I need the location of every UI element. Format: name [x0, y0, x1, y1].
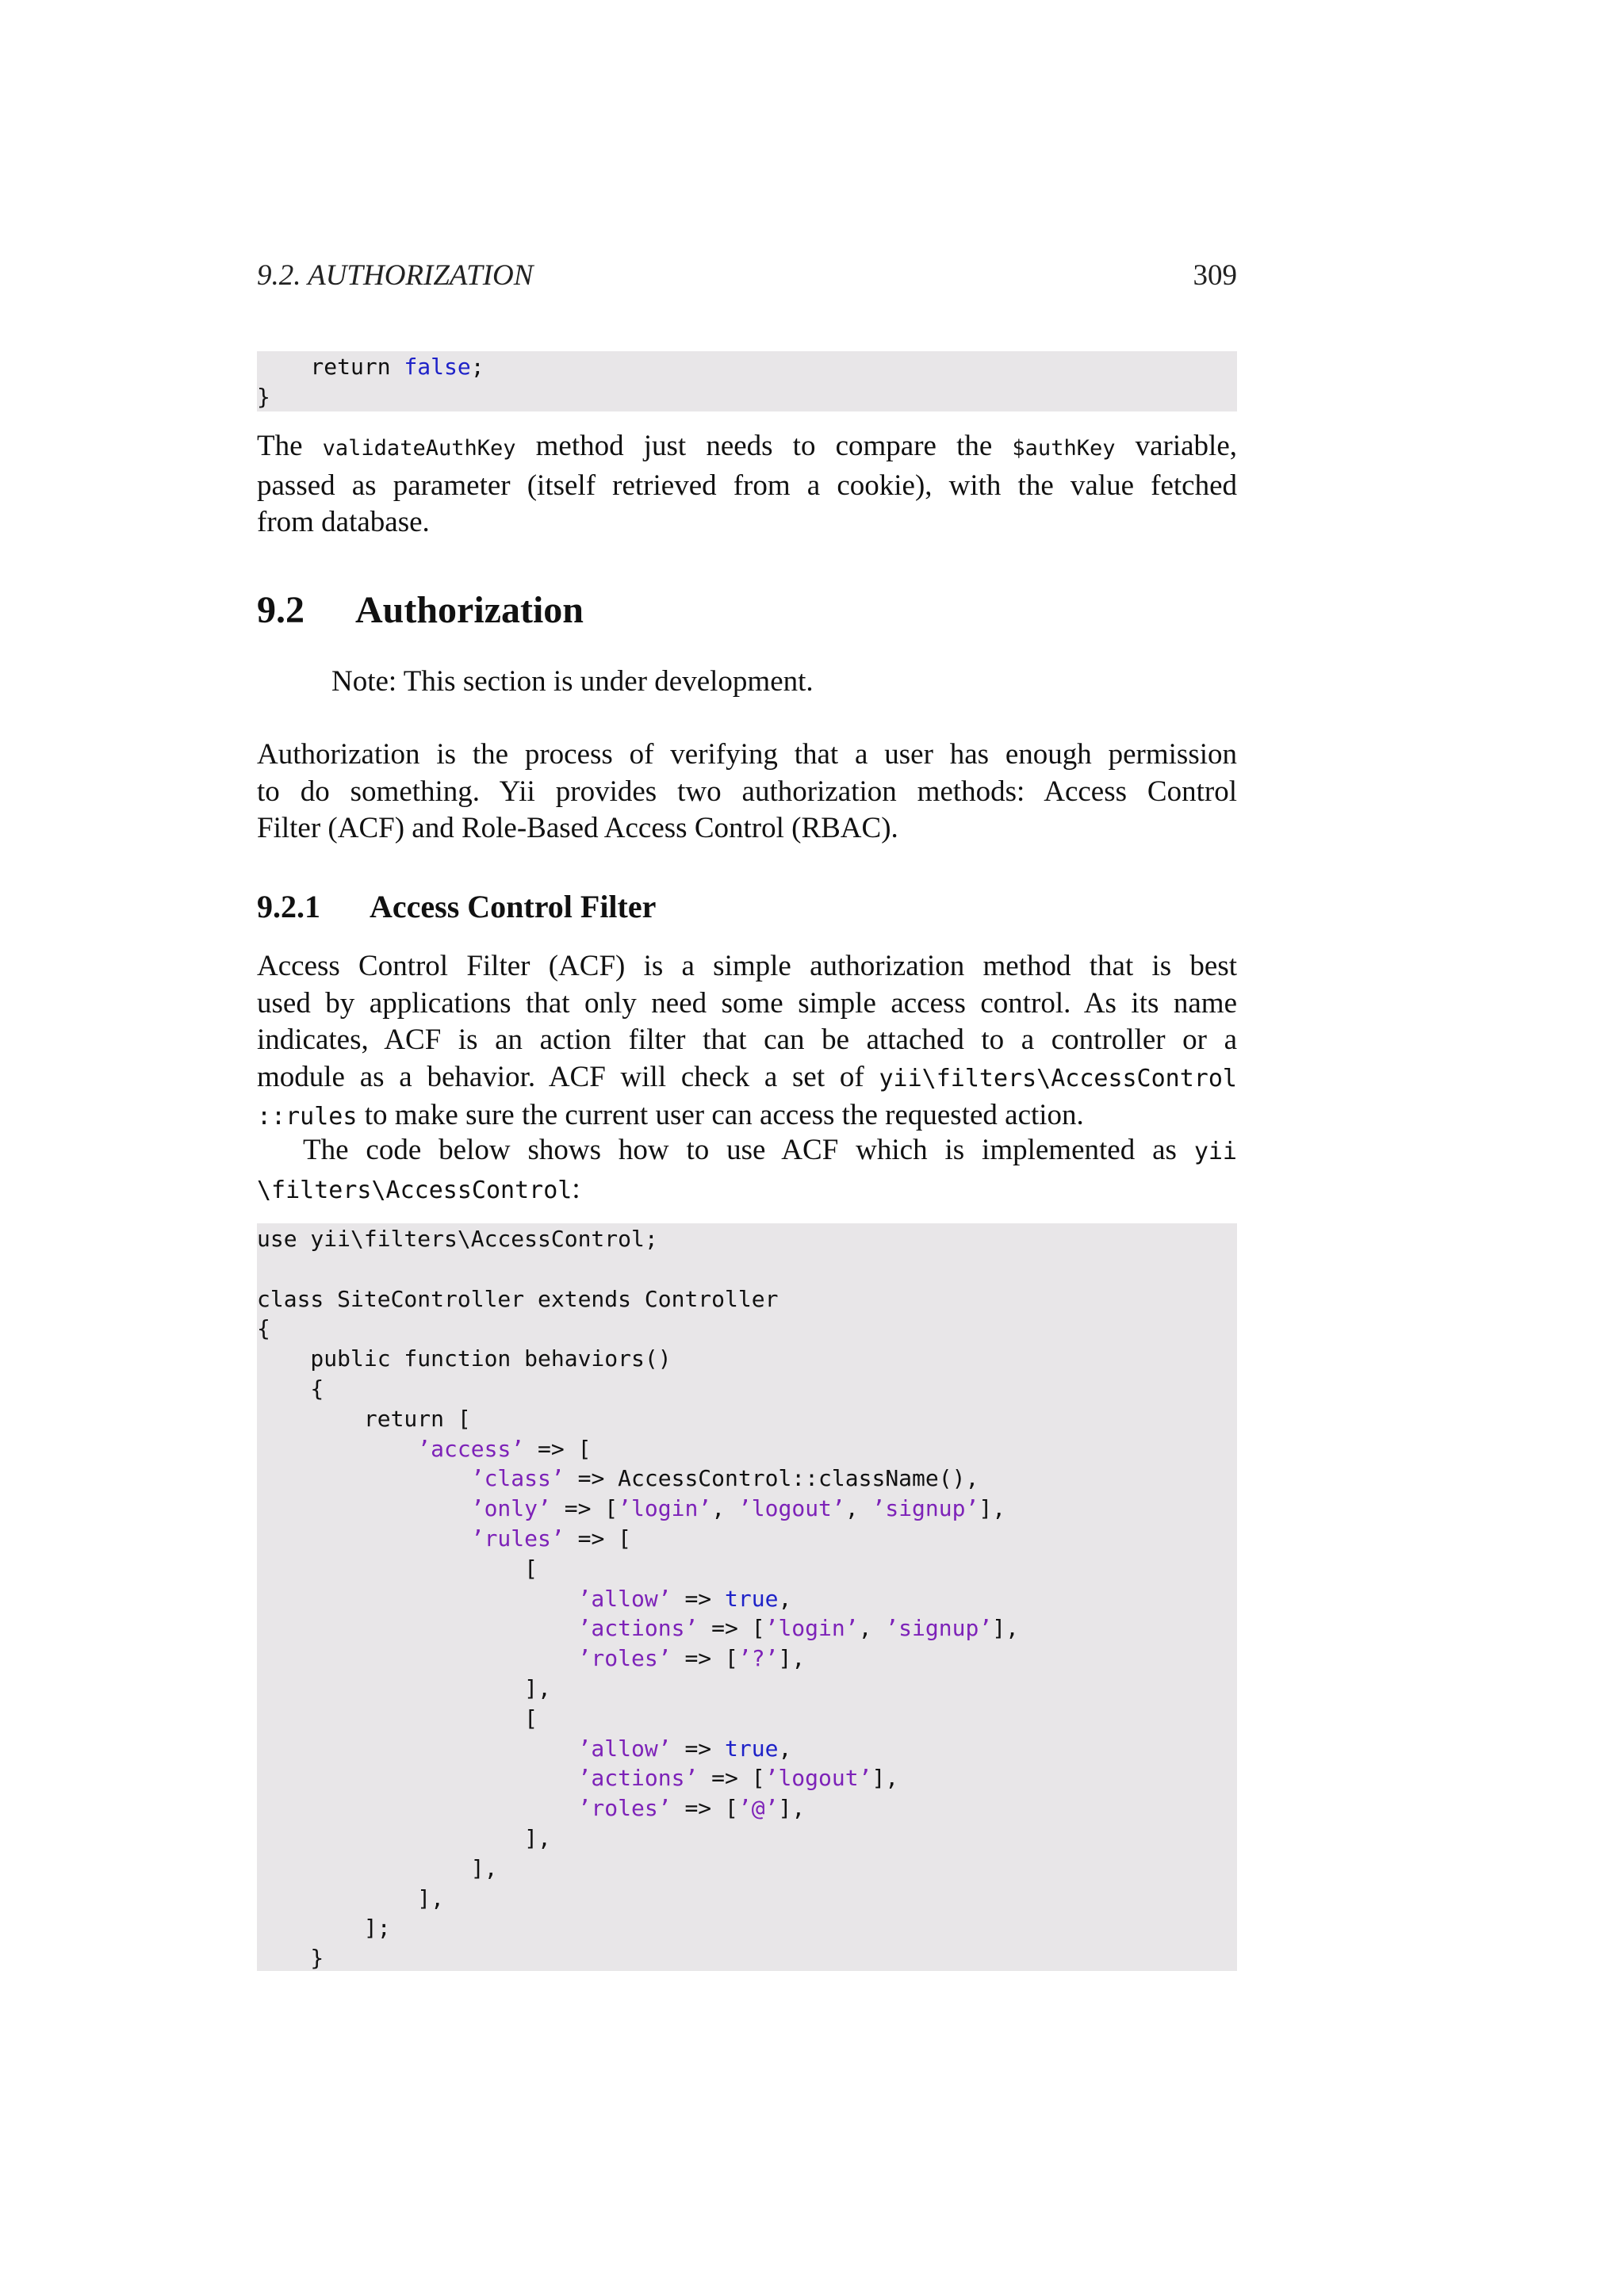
paragraph-authorization-intro — [257, 737, 1237, 848]
subsection-heading — [257, 888, 656, 925]
code-line — [257, 1704, 1237, 1734]
code-line — [257, 1913, 1237, 1943]
text-line — [257, 1132, 1237, 1171]
code-string: ’login’ — [764, 1615, 859, 1642]
text-run: : — [572, 1172, 580, 1205]
text-line — [257, 948, 1237, 985]
code-line — [257, 1554, 1237, 1584]
text-run: from database. — [257, 506, 430, 538]
text-run: ], — [871, 1765, 899, 1792]
text-run: ], — [257, 1674, 551, 1701]
code-string: ’signup’ — [885, 1615, 993, 1642]
text-run: Filter (ACF) and Role-Based Access Control (RBAC). — [257, 812, 898, 844]
text-line — [257, 504, 1237, 541]
text-line — [257, 1059, 1237, 1098]
code-line — [257, 1793, 1237, 1823]
text-run: => — [671, 1735, 726, 1762]
text-run: [ — [257, 1555, 538, 1582]
code-line — [257, 1584, 1237, 1614]
text-line — [257, 737, 1237, 774]
code-string: ’@’ — [737, 1795, 779, 1822]
text-run: to make sure the current user can access the requested action. — [357, 1099, 1084, 1131]
text-run: return — [257, 354, 404, 380]
running-header — [257, 258, 1237, 298]
text-run — [257, 1735, 578, 1762]
text-run: ], — [979, 1495, 1006, 1522]
text-run: used by applications that only need some simple access control. As its name — [257, 986, 1237, 1020]
paragraph-acf-description — [257, 948, 1237, 1136]
code-line — [257, 1823, 1237, 1854]
text-run — [257, 1495, 471, 1521]
subsection-number: 9.2.1 — [257, 889, 320, 924]
text-run: => [ — [524, 1435, 592, 1462]
text-run: return [ — [257, 1405, 471, 1432]
inline-code: validateAuthKey — [322, 436, 516, 461]
code-line — [257, 352, 1237, 382]
text-line — [257, 1022, 1237, 1059]
text-run — [257, 1525, 471, 1552]
text-run — [257, 1615, 578, 1641]
text-run: => AccessControl::className(), — [564, 1465, 979, 1492]
text-run: => [ — [564, 1525, 632, 1552]
subsection-title: Access Control Filter — [370, 889, 657, 924]
paragraph-validate-auth-key — [257, 428, 1237, 541]
code-line — [257, 1763, 1237, 1793]
text-run: passed as parameter (itself retrieved from a cookie), with the value fetched — [257, 469, 1237, 502]
text-run: variable, — [1115, 430, 1237, 462]
inline-code: ::rules — [257, 1103, 358, 1131]
text-run: , — [858, 1615, 886, 1642]
code-line — [257, 1404, 1237, 1434]
code-line — [257, 1734, 1237, 1764]
code-block-continuation — [257, 351, 1237, 411]
text-run: => [ — [671, 1645, 738, 1672]
code-line — [257, 1943, 1237, 1973]
text-run — [257, 1795, 578, 1821]
code-line — [257, 1884, 1237, 1914]
text-run: indicates, ACF is an action filter that can be attached to a controller or a — [257, 1024, 1237, 1056]
section-heading — [257, 588, 584, 632]
text-run: => — [671, 1585, 726, 1612]
text-run: public function behaviors() — [257, 1345, 672, 1372]
code-line — [257, 382, 1237, 412]
code-string: ’rules’ — [470, 1525, 565, 1552]
text-run: ]; — [257, 1915, 391, 1942]
code-line — [257, 1254, 1237, 1284]
code-line — [257, 1854, 1237, 1884]
text-run: => [ — [550, 1495, 619, 1522]
text-run: { — [257, 1315, 270, 1342]
text-run: ], — [257, 1885, 445, 1911]
text-line — [257, 428, 1237, 468]
text-run: module as a behavior. ACF will check a set of — [257, 1060, 879, 1093]
text-run — [257, 1436, 417, 1462]
text-run: ], — [257, 1854, 498, 1881]
code-line — [257, 1494, 1237, 1524]
code-string: ’logout’ — [737, 1495, 845, 1522]
text-run: Access Control Filter (ACF) is a simple authorization method that is best — [257, 950, 1237, 982]
text-run: ], — [778, 1795, 806, 1822]
code-block-site-controller — [257, 1223, 1237, 1971]
code-string: ’allow’ — [577, 1735, 672, 1762]
code-line — [257, 1434, 1237, 1464]
text-run: , — [845, 1495, 872, 1522]
code-string: ’roles’ — [577, 1645, 672, 1672]
code-string: ’class’ — [470, 1465, 565, 1492]
text-run: , — [778, 1735, 792, 1762]
text-run: to do something. Yii provides two authorization methods: Access Control — [257, 775, 1237, 808]
text-run: [ — [257, 1705, 538, 1732]
text-run — [257, 1765, 578, 1791]
text-run: use yii\filters\AccessControl; — [257, 1226, 658, 1252]
code-keyword: true — [725, 1735, 779, 1762]
code-line — [257, 1224, 1237, 1254]
code-line — [257, 1284, 1237, 1314]
code-line — [257, 1464, 1237, 1494]
text-run: ], — [778, 1645, 806, 1672]
text-run — [257, 1465, 471, 1491]
code-string: ’actions’ — [577, 1615, 699, 1642]
text-run: The code below shows how to use ACF which is implemented as — [303, 1134, 1194, 1166]
running-title: 9.2. AUTHORIZATION — [257, 259, 534, 292]
inline-code: yii\filters\AccessControl — [879, 1064, 1237, 1093]
text-run — [257, 1586, 578, 1612]
code-string: ’actions’ — [577, 1765, 699, 1792]
inline-code: \filters\AccessControl — [257, 1176, 573, 1204]
text-run: ], — [257, 1824, 551, 1851]
code-line — [257, 1674, 1237, 1704]
paragraph-acf-usage — [257, 1132, 1237, 1209]
text-run: , — [711, 1495, 738, 1522]
page-number: 309 — [1193, 259, 1237, 292]
development-note: Note: This section is under development. — [331, 665, 814, 698]
inline-code: yii — [1193, 1138, 1237, 1165]
code-keyword: false — [404, 354, 471, 380]
text-run: ], — [992, 1615, 1019, 1642]
text-run: => [ — [671, 1795, 738, 1822]
code-string: ’only’ — [470, 1495, 551, 1522]
code-string: ’access’ — [417, 1435, 525, 1462]
text-run: } — [257, 1945, 324, 1972]
text-run: Authorization is the process of verifying that a user has enough permission — [257, 738, 1237, 771]
section-number: 9.2 — [257, 589, 304, 631]
code-line — [257, 1613, 1237, 1644]
code-line — [257, 1374, 1237, 1404]
text-run: } — [257, 383, 270, 410]
text-run: => [ — [698, 1765, 765, 1792]
code-keyword: true — [725, 1585, 779, 1612]
code-string: ’?’ — [737, 1645, 779, 1672]
code-line — [257, 1314, 1237, 1344]
section-title: Authorization — [355, 589, 584, 631]
text-run: class SiteController extends Controller — [257, 1285, 779, 1312]
text-run — [257, 1645, 578, 1671]
text-run: , — [778, 1585, 792, 1612]
text-line — [257, 1097, 1237, 1136]
text-run: ; — [470, 354, 485, 380]
code-string: ’roles’ — [577, 1795, 672, 1822]
text-run: The — [257, 430, 323, 462]
code-string: ’login’ — [618, 1495, 712, 1522]
code-line — [257, 1524, 1237, 1554]
text-line — [257, 468, 1237, 505]
text-run: { — [257, 1375, 324, 1402]
text-line — [257, 985, 1237, 1023]
code-string: ’logout’ — [764, 1765, 872, 1792]
text-run: method just needs to compare the — [515, 430, 1013, 462]
text-line — [257, 1171, 1237, 1210]
text-line — [257, 774, 1237, 811]
inline-code: $authKey — [1012, 436, 1116, 461]
code-string: ’allow’ — [577, 1585, 672, 1612]
code-line — [257, 1644, 1237, 1674]
code-string: ’signup’ — [871, 1495, 979, 1522]
code-line — [257, 1344, 1237, 1374]
text-line — [257, 810, 1237, 848]
text-run: => [ — [698, 1615, 765, 1642]
